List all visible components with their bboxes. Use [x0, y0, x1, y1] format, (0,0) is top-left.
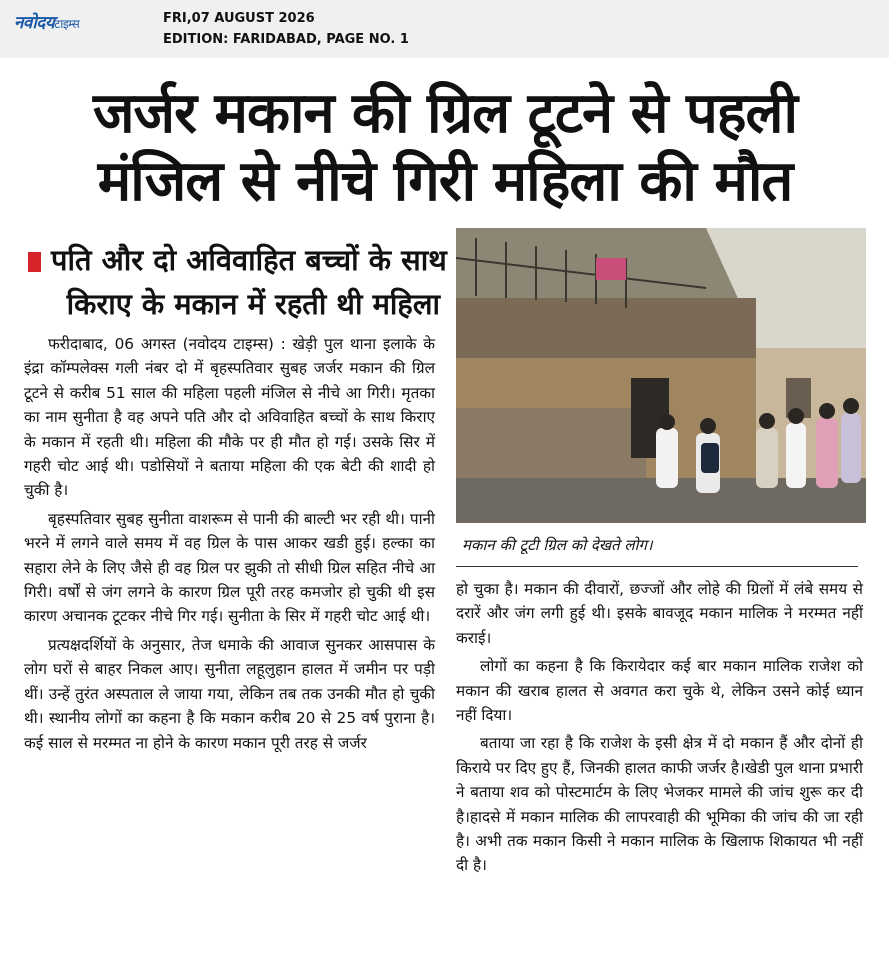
red-bullet-icon	[28, 252, 41, 272]
building-scene-illustration	[456, 228, 866, 523]
edition-info	[163, 8, 409, 50]
subhead-line-2: किराए के मकान में रहती थी महिला	[66, 287, 440, 321]
masthead-bar	[0, 0, 889, 58]
col1-paragraph-3: प्रत्यक्षदर्शियों के अनुसार, तेज धमाके की आवाज सुनकर आसपास के लोग घरों से बाहर निकल आए। सुनीता लहूलुहान हालत में जमीन पर पड़ी थीं। उन्हें तुरंत अस्पताल ले जाया गया, लेकिन तब तक उनकी मौत हो चुकी थी। स्थानीय लोगों का कहना है कि मकान करीब 20 से 25 वर्ष पुराना है। कई साल से मरम्मत ना होने के कारण मकान पूरी तरह से जर्जर	[24, 635, 435, 752]
photo-caption: मकान की टूटी ग्रिल को देखते लोग।	[462, 536, 653, 554]
logo-main: नवोदय	[14, 13, 55, 33]
newspaper-logo	[14, 10, 79, 33]
col2-paragraph-1: हो चुका है। मकान की दीवारों, छज्जों और लोहे की ग्रिलों में लंबे समय से दरारें और जंग लगी हुई थी। इसके बावजूद मकान मालिक ने मरम्मत नहीं कराई।	[456, 580, 863, 647]
col1-paragraph-1: फरीदाबाद, 06 अगस्त (नवोदय टाइम्स) : खेड़ी पुल थाना इलाके के इंद्रा कॉम्पलेक्स गली नंबर दो में बृहस्पतिवार सुबह जर्जर मकान की ग्रिल टूटने से करीब 51 साल की महिला पहली मंजिल से नीचे आ गिरी। मृतका का नाम सुनीता है वह अपने पति और दो अविवाहित बच्चों के साथ किराए के मकान में रहती थी। महिला की मौके पर ही मौत हो गई। उसके सिर में गहरी चोट आई थी। पडोसियों ने बताया महिला की एक बेटी की शादी हो चुकी है।	[24, 335, 435, 500]
subhead-line-1: पति और दो अविवाहित बच्चों के साथ	[51, 243, 447, 277]
edition-line: EDITION: FARIDABAD, PAGE NO. 1	[163, 32, 409, 47]
article-column-1	[24, 332, 435, 759]
headline-line-2: मंजिल से नीचे गिरी महिला की मौत	[97, 149, 793, 214]
logo-suffix: टाइम्स	[54, 17, 80, 31]
col2-paragraph-3: बताया जा रहा है कि राजेश के इसी क्षेत्र में दो मकान हैं और दोनों ही किराये पर दिए हुए हैं, जिनकी हालत काफी जर्जर है।खेडी पुल थाना प्रभारी ने बताया शव को पोस्टमार्टम के लिए भेजकर मामले की जांच शुरू कर दी है।हादसे में मकान मालिक की लापरवाही की भूमिका की जांच की जा रही है। अभी तक मकान किसी ने मकान मालिक के खिलाफ शिकायत भी नहीं दी है।	[456, 734, 863, 875]
col1-paragraph-2: बृहस्पतिवार सुबह सुनीता वाशरूम से पानी की बाल्टी भर रही थी। पानी भरने में लगने वाले समय में वह ग्रिल के पास आकर खडी हुई। हल्का का सहारा लेने के लिए जैसे ही वह ग्रिल पर झुकी तो सीधी ग्रिल सहित नीचे आ गिरी। वर्षों से जंग लगने के कारण ग्रिल पूरी तरह कमजोर हो चुकी थी इस कारण अचानक टूटकर नीचे गिर गई। सुनीता के सिर में गहरी चोट आई थी।	[24, 509, 435, 626]
caption-divider	[456, 566, 858, 567]
article-subheadline	[28, 238, 448, 326]
col2-paragraph-2: लोगों का कहना है कि किरायेदार कई बार मकान मालिक राजेश को मकान की खराब हालत से अवगत करा चुके थे, लेकिन उसने कोई ध्यान नहीं दिया।	[456, 657, 863, 725]
article-column-2	[456, 577, 863, 882]
headline-line-1: जर्जर मकान की ग्रिल टूटने से पहली	[92, 81, 798, 146]
date-line: FRI,07 AUGUST 2026	[163, 11, 315, 26]
news-photo	[456, 228, 866, 523]
article-headline	[10, 80, 880, 216]
